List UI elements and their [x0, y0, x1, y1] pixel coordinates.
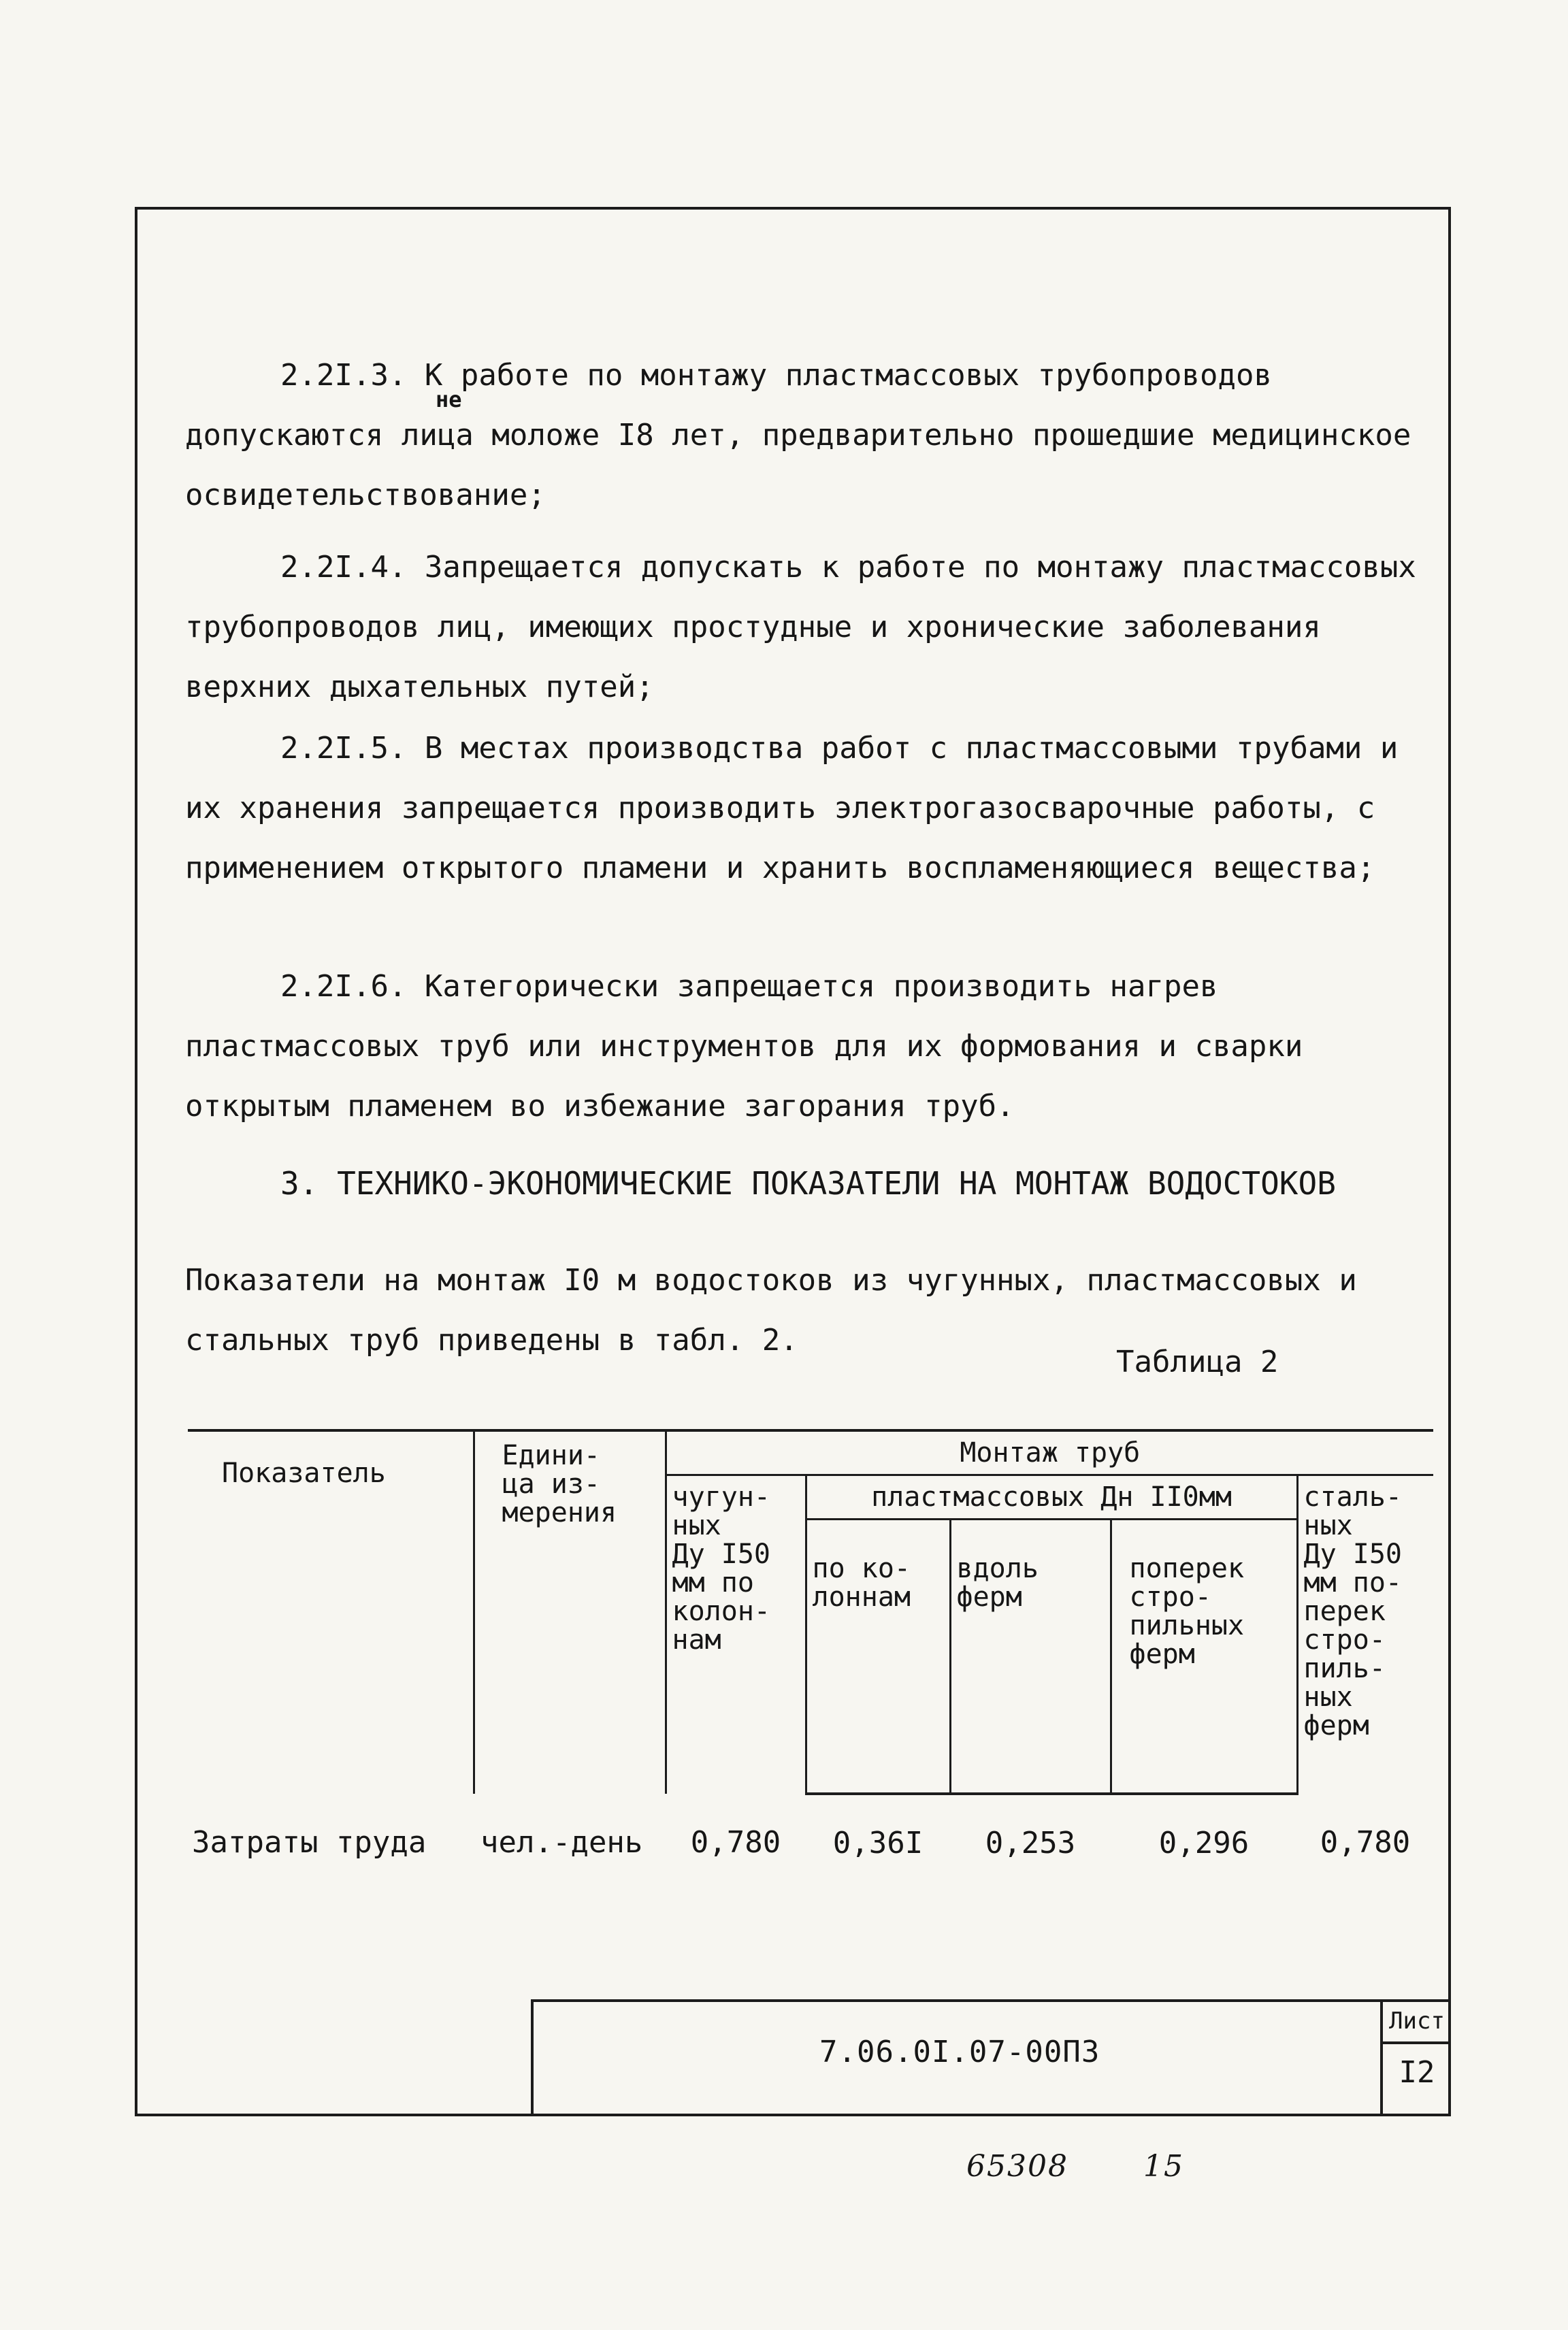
paragraph-2-21-6: 2.2I.6. Категорически запрещается производить нагрев пластмассовых труб или инструментов для их формования и сварки открытым пламенем во избежание загорания труб. — [185, 969, 1303, 1123]
header-plastic-group: пластмассовых Дн II0мм — [806, 1475, 1297, 1520]
sheet-box — [1380, 2002, 1451, 2116]
intro-paragraph: Показатели на монтаж I0 м водостоков из чугунных, пластмассовых и стальных труб приведены в табл. 2. — [185, 1263, 1357, 1358]
table-row — [188, 1794, 1433, 1858]
value-steel: 0,780 — [1320, 1825, 1411, 1860]
header-plastic-along: вдоль ферм — [950, 1520, 1111, 1794]
value-plastic-along: 0,253 — [985, 1826, 1076, 1860]
paragraph-2-21-5: 2.2I.5. В местах производства работ с пластмассовыми трубами и их хранения запрещается производить электрогазосварочные работы, с применением открытого пламени и хранить воспламеняющиеся вещества; — [185, 731, 1399, 885]
sheet-label: Лист — [1383, 2002, 1451, 2044]
handwritten-insertion: не — [436, 387, 462, 412]
document-code: 7.06.0I.07-00ПЗ — [819, 2035, 1100, 2069]
handwritten-number-right: 15 — [1143, 2149, 1184, 2184]
handwritten-number-left: 65308 — [966, 2149, 1068, 2184]
indicators-table — [188, 1429, 1433, 1858]
value-cast-iron: 0,780 — [690, 1825, 781, 1860]
header-steel: сталь- ных Ду I50 мм по- перек стро- пиль- ных ферм — [1297, 1475, 1433, 1794]
handwritten-note — [966, 2149, 1259, 2184]
header-plastic-across: поперек стро- пильных ферм — [1111, 1520, 1297, 1794]
row-indicator: Затраты труда — [192, 1825, 427, 1860]
row-unit: чел.-день — [480, 1825, 643, 1860]
header-pipe-installation: Монтаж труб — [666, 1430, 1433, 1475]
header-plastic-columns: по ко- лоннам — [806, 1520, 950, 1794]
header-cast-iron: чугун- ных Ду I50 мм по колон- нам — [666, 1475, 806, 1794]
section-heading: 3. ТЕХНИКО-ЭКОНОМИЧЕСКИЕ ПОКАЗАТЕЛИ НА МОНТАЖ ВОДОСТОКОВ — [280, 1165, 1336, 1202]
value-plastic-columns: 0,36I — [832, 1826, 924, 1860]
paragraph-2-21-4: 2.2I.4. Запрещается допускать к работе по монтажу пластмассовых трубопроводов лиц, имеющих простудные и хронические заболевания верхних дыхательных путей; — [185, 550, 1416, 704]
table-label: Таблица 2 — [1116, 1345, 1279, 1379]
paragraph-2-21-3: 2.2I.3. К работе по монтажу пластмассовых трубопроводов допускаются лица моложе I8 лет, предварительно прошедшие медицинское освидетельствование; — [185, 358, 1411, 512]
header-unit: Едини- ца из- мерения — [474, 1430, 666, 1794]
header-indicator: Показатель — [188, 1430, 474, 1794]
title-block — [531, 1999, 1451, 2116]
sheet-number: I2 — [1399, 2055, 1435, 2090]
value-plastic-across: 0,296 — [1158, 1826, 1250, 1860]
